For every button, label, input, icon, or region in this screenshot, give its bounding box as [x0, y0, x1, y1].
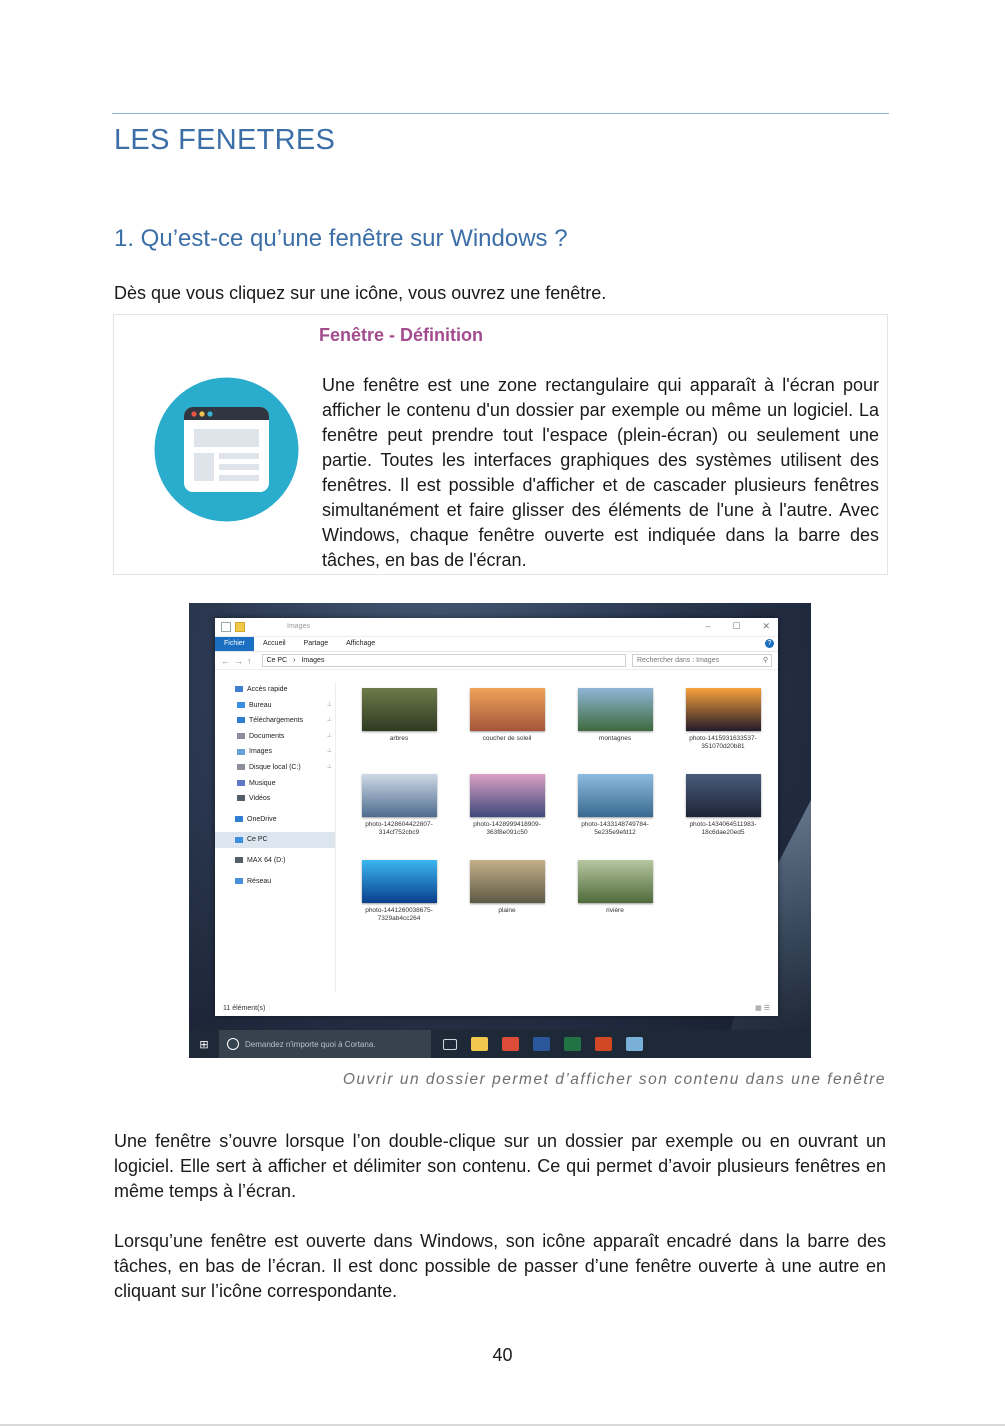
definition-text: Une fenêtre est une zone rectangulaire qui apparaît à l'écran pour afficher le contenu d'un dossier par exemple ou même un logiciel. La fenêtre peut prendre tout l'espace (plein-écran) ou seulement une partie. Toutes les interfaces graphiques des systèmes utilisent des fenêtres. Il est possible d'afficher et de cascader plusieurs fenêtres simultanément et faire glisser des éléments de l'une à l'autre. Avec Windows, chaque fenêtre ouverte est indiquée dans la barre des tâches, en bas de l'écran.: [322, 375, 879, 570]
file-name: plaine: [498, 907, 516, 914]
window-titlebar: [215, 618, 778, 637]
nav-item[interactable]: [215, 776, 335, 792]
help-icon[interactable]: ?: [765, 639, 774, 648]
pin-icon: ⊥: [326, 748, 332, 755]
section-title: 1. Qu’est-ce qu’une fenêtre sur Windows ?: [114, 225, 568, 252]
image-preview: [362, 688, 437, 731]
nav-item-label: Vidéos: [249, 795, 271, 803]
tab-accueil[interactable]: Accueil: [263, 640, 286, 647]
file-thumbnail[interactable]: [453, 688, 561, 768]
nav-item[interactable]: [215, 812, 335, 828]
nav-item[interactable]: [215, 874, 335, 890]
address-bar: [215, 652, 778, 670]
file-view: [345, 688, 775, 940]
nav-item[interactable]: [215, 791, 335, 807]
nav-item-icon: [235, 878, 243, 884]
task-view-icon[interactable]: [443, 1039, 457, 1050]
pin-icon: ⊥: [326, 717, 332, 724]
paragraph-2: Lorsqu’une fenêtre est ouverte dans Windows, son icône apparaît encadré dans la barre des tâches, en bas de l’écran. Il est donc possible de passer d’une fenêtre ouverte à une autre en cliquant sur l’icône correspondante.: [114, 1231, 886, 1301]
path-segment-ce-pc[interactable]: Ce PC: [266, 657, 288, 664]
file-thumbnail[interactable]: [345, 860, 453, 940]
window-controls: [705, 621, 770, 632]
powerpoint-icon[interactable]: [595, 1037, 612, 1051]
minimize-icon[interactable]: –: [705, 621, 711, 631]
view-mode-icons[interactable]: ▦ ☰: [755, 1005, 770, 1012]
figure-caption: Ouvrir un dossier permet d’afficher son contenu dans une fenêtre: [342, 1071, 886, 1088]
pin-icon: ⊥: [326, 701, 332, 708]
nav-item-label: Disque local (C:): [249, 763, 301, 771]
nav-item-label: Images: [249, 748, 272, 756]
image-preview: [362, 774, 437, 817]
nav-item[interactable]: [215, 682, 335, 698]
tab-fichier[interactable]: Fichier: [215, 637, 254, 651]
file-name: photo-1428604422807-314cf752cbc9: [365, 821, 433, 836]
window-title: Images: [287, 623, 310, 630]
nav-arrows-icon[interactable]: ←→↑: [221, 655, 256, 666]
file-thumbnail[interactable]: [345, 688, 453, 768]
file-name: photo-1428999418909-363f8e091c50: [473, 821, 541, 836]
page-number: 40: [492, 1345, 513, 1365]
file-name: photo-1434064511983-18c6dae20ed5: [689, 821, 757, 836]
navigation-pane: [215, 682, 336, 992]
word-icon[interactable]: [533, 1037, 550, 1051]
file-thumbnail[interactable]: [561, 860, 669, 940]
cortana-icon: [227, 1038, 239, 1050]
properties-icon[interactable]: [221, 622, 231, 632]
file-name: montagnes: [598, 735, 632, 742]
nav-item-icon: [237, 780, 245, 786]
image-preview: [578, 860, 653, 903]
window-app-icon: [154, 377, 299, 522]
nav-item-icon: [235, 837, 243, 843]
file-thumbnail[interactable]: [669, 774, 777, 854]
file-thumbnail[interactable]: [561, 774, 669, 854]
definition-title: Fenêtre - Définition: [319, 325, 484, 345]
file-explorer-icon[interactable]: [471, 1037, 488, 1051]
nav-item[interactable]: [215, 713, 335, 729]
chapter-title: LES FENETRES: [114, 124, 336, 156]
image-preview: [578, 688, 653, 731]
image-preview: [578, 774, 653, 817]
nav-item[interactable]: [215, 832, 335, 848]
nav-item[interactable]: [215, 744, 335, 760]
image-preview: [470, 774, 545, 817]
taskbar: [189, 1030, 811, 1058]
maximize-icon[interactable]: ☐: [732, 621, 741, 631]
file-name: photo-1415931633537-351070d20b81: [689, 735, 757, 750]
nav-item-icon: [237, 702, 245, 708]
nav-item-icon: [237, 717, 245, 723]
file-thumbnail[interactable]: [669, 688, 777, 768]
file-name: rivière: [606, 907, 624, 914]
new-folder-icon[interactable]: [235, 622, 245, 632]
intro-text: Dès que vous cliquez sur une icône, vous ouvrez une fenêtre.: [114, 283, 607, 303]
image-preview: [470, 860, 545, 903]
cortana-search[interactable]: [219, 1030, 431, 1058]
file-name: coucher de soleil: [482, 735, 532, 742]
ribbon-tabs: [215, 637, 778, 652]
close-icon[interactable]: ✕: [762, 621, 770, 631]
nav-item-icon: [237, 764, 245, 770]
nav-item-label: Bureau: [249, 701, 272, 709]
file-name: photo-1441260038675-7329ab4cc264: [365, 907, 433, 922]
nav-item[interactable]: [215, 729, 335, 745]
nav-item-label: Téléchargements: [249, 717, 304, 725]
tab-partage[interactable]: Partage: [303, 640, 329, 647]
search-icon: ⚲: [762, 657, 768, 664]
image-preview: [686, 774, 761, 817]
nav-item-label: Musique: [249, 779, 276, 787]
nav-item[interactable]: [215, 760, 335, 776]
nav-item[interactable]: [215, 698, 335, 714]
nav-item-label: OneDrive: [247, 815, 277, 823]
definition-box: [113, 314, 888, 575]
thumbnail-grid: [345, 688, 775, 940]
windows-start-icon[interactable]: ⊞: [199, 1038, 209, 1051]
paragraph-1: Une fenêtre s’ouvre lorsque l’on double-clique sur un dossier par exemple ou en ouvrant un logiciel. Elle sert à afficher et délimiter son contenu. Ce qui permet d’avoir plusieurs fenêtres en même temps à l’écran.: [114, 1131, 886, 1201]
tab-affichage[interactable]: Affichage: [346, 640, 376, 647]
nav-item-icon: [235, 857, 243, 863]
nav-item-label: Accès rapide: [247, 686, 288, 693]
taskbar-apps: [443, 1037, 643, 1051]
status-text: 11 élément(s): [223, 1005, 266, 1012]
top-rule: [112, 113, 889, 114]
file-thumbnail[interactable]: [345, 774, 453, 854]
file-thumbnail[interactable]: [453, 860, 561, 940]
file-thumbnail[interactable]: [453, 774, 561, 854]
explorer-screenshot: [189, 603, 811, 1058]
quick-access-toolbar: [221, 622, 281, 631]
nav-item-icon: [237, 749, 245, 755]
nav-item-icon: [235, 816, 243, 822]
nav-item[interactable]: [215, 853, 335, 869]
search-placeholder: Rechercher dans : Images: [637, 657, 720, 664]
nav-item-label: MAX 64 (D:): [247, 856, 286, 864]
nav-item-icon: [237, 795, 245, 801]
pin-icon: ⊥: [326, 732, 332, 739]
file-thumbnail[interactable]: [561, 688, 669, 768]
image-preview: [686, 688, 761, 731]
file-name: photo-1433148749784-5e235e9efd12: [581, 821, 649, 836]
excel-icon[interactable]: [564, 1037, 581, 1051]
search-input[interactable]: [632, 654, 772, 667]
nav-item-icon: [237, 733, 245, 739]
pin-icon: ⊥: [326, 763, 332, 770]
chrome-icon[interactable]: [502, 1037, 519, 1051]
nav-item-label: Réseau: [247, 877, 272, 885]
explorer-window: [215, 618, 778, 1016]
path-segment-images[interactable]: Images: [301, 657, 325, 664]
nav-item-icon: [235, 686, 243, 692]
file-name: arbres: [389, 735, 409, 742]
image-preview: [362, 860, 437, 903]
paint-icon[interactable]: [626, 1037, 643, 1051]
nav-item-label: Documents: [249, 732, 285, 740]
path-box[interactable]: [262, 654, 627, 667]
cortana-placeholder: Demandez n'importe quoi à Cortana.: [245, 1039, 376, 1049]
nav-item-label: Ce PC: [247, 836, 268, 844]
image-preview: [470, 688, 545, 731]
chevron-right-icon: ›: [293, 657, 296, 664]
